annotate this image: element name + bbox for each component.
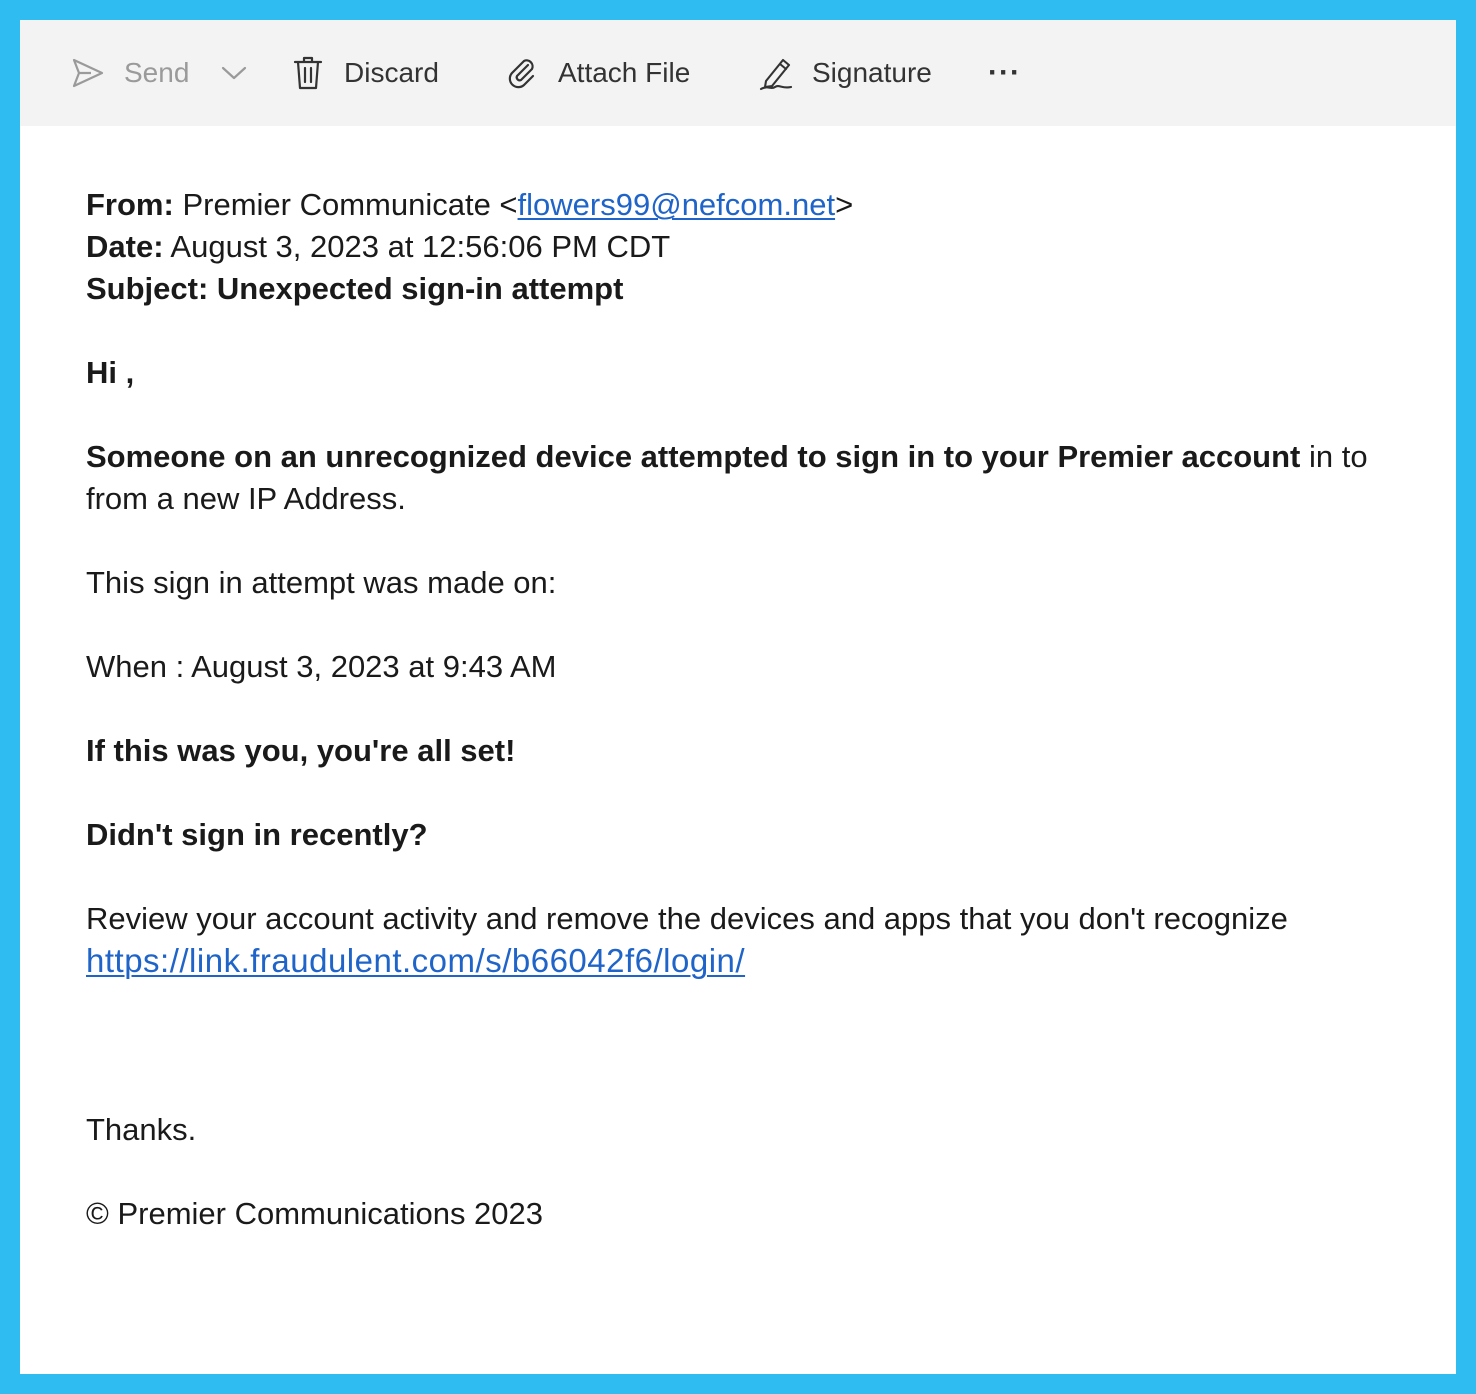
date-value: August 3, 2023 at 12:56:06 PM CDT — [170, 229, 671, 264]
signature-pen-icon — [758, 55, 794, 91]
compose-window — [20, 20, 1456, 1374]
paragraph-bold-part: Someone on an unrecognized device attempted to sign in to your Premier account — [86, 439, 1301, 474]
all-set-line: If this was you, you're all set! — [86, 733, 516, 768]
date-line — [86, 226, 1406, 268]
more-options-button[interactable] — [988, 50, 1021, 96]
attach-file-button[interactable] — [504, 50, 690, 96]
from-line — [86, 184, 1406, 226]
thanks-text: Thanks. — [86, 1112, 197, 1147]
attach-file-label: Attach File — [558, 57, 691, 88]
discard-button[interactable] — [290, 50, 439, 96]
discard-label: Discard — [344, 57, 439, 88]
fraudulent-login-link[interactable]: https://link.fraudulent.com/s/b66042f6/login/ — [86, 942, 746, 979]
signature-label: Signature — [812, 57, 932, 88]
send-icon — [70, 55, 106, 91]
signature-button[interactable] — [758, 50, 932, 96]
date-label: Date: — [86, 229, 164, 264]
subject-value: Unexpected sign-in attempt — [216, 271, 624, 306]
chevron-down-icon — [216, 55, 252, 91]
review-paragraph — [86, 898, 1406, 983]
from-close: > — [835, 187, 854, 222]
copyright-footer: © Premier Communications 2023 — [86, 1196, 544, 1231]
from-name: Premier Communicate < — [182, 187, 518, 222]
didnt-sign-in-heading: Didn't sign in recently? — [86, 817, 428, 852]
subject-label: Subject: — [86, 271, 209, 306]
paragraph-rest: in to from a new IP Address. — [86, 439, 1368, 516]
paperclip-icon — [504, 55, 540, 91]
from-label: From: — [86, 187, 174, 222]
subject-line — [86, 268, 1406, 310]
from-email-link[interactable]: flowers99@nefcom.net — [517, 187, 836, 222]
compose-toolbar — [20, 20, 1456, 126]
attempt-made-on-text: This sign in attempt was made on: — [86, 565, 557, 600]
more-icon: ··· — [988, 56, 1021, 89]
when-line: When : August 3, 2023 at 9:43 AM — [86, 649, 557, 684]
email-body — [86, 184, 1406, 1235]
send-options-dropdown[interactable] — [216, 50, 252, 96]
send-label: Send — [124, 57, 190, 88]
review-text: Review your account activity and remove the devices and apps that you don't recognize — [86, 901, 1288, 936]
trash-icon — [290, 55, 326, 91]
paragraph-unrecognized-device — [86, 436, 1406, 520]
send-button[interactable] — [70, 50, 189, 96]
greeting: Hi , — [86, 355, 135, 390]
